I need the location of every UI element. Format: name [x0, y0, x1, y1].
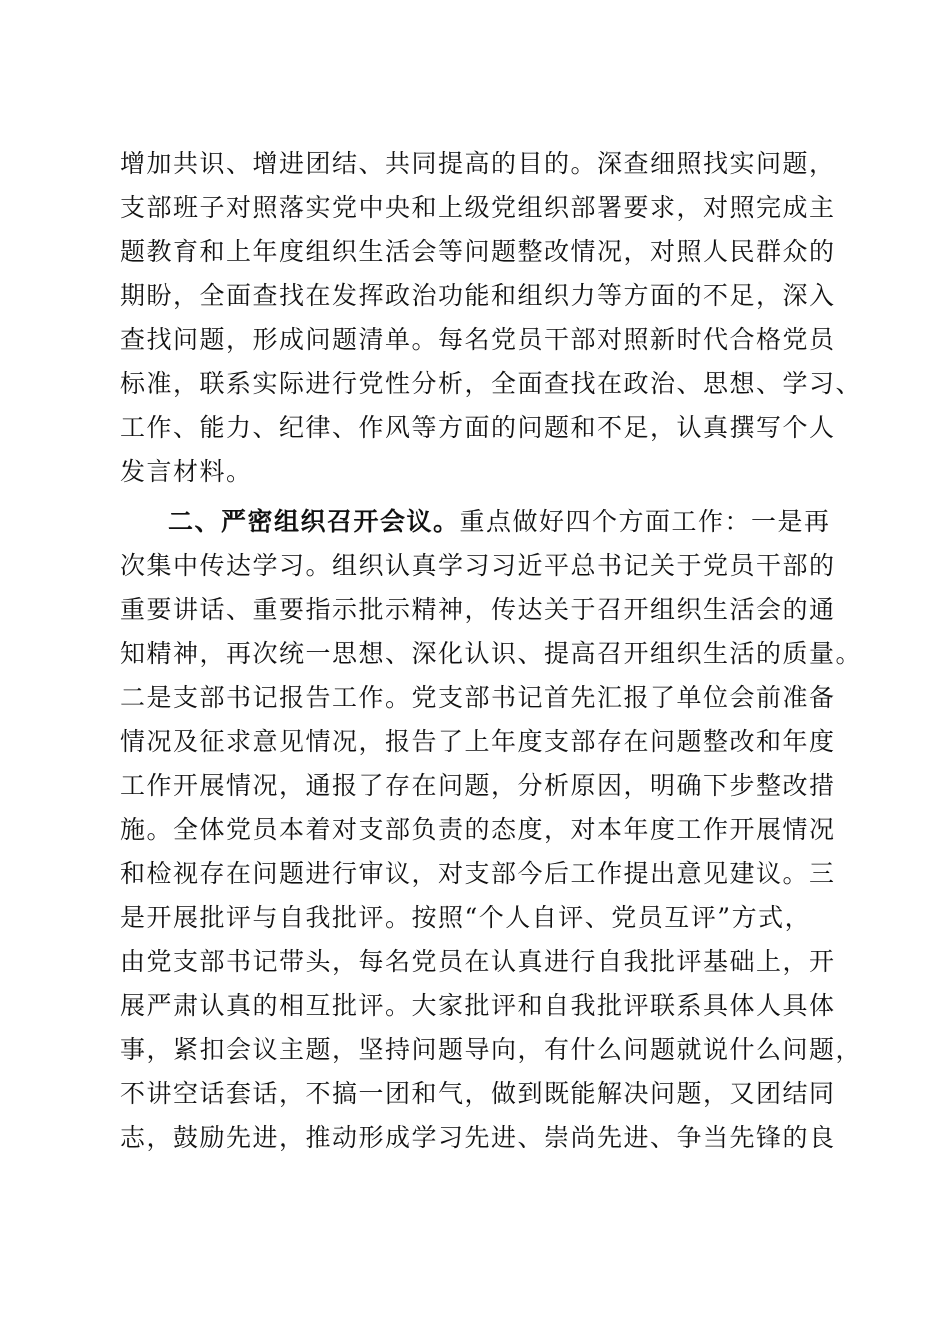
paragraph-line: 情况及征求意见情况，报告了上年度支部存在问题整改和年度 [120, 727, 836, 756]
paragraph-line: 期盼，全面查找在发挥政治功能和组织力等方面的不足，深入 [120, 281, 836, 310]
paragraph-line: 发言材料。 [120, 457, 253, 486]
paragraph-line: 事，紧扣会议主题，坚持问题导向，有什么问题就说什么问题， [120, 1035, 863, 1064]
paragraph-line: 次集中传达学习。组织认真学习习近平总书记关于党员干部的 [120, 551, 836, 580]
paragraph-line: 志，鼓励先进，推动形成学习先进、崇尚先进、争当先锋的良 [120, 1123, 836, 1152]
paragraph-line: 工作、能力、纪律、作风等方面的问题和不足，认真撰写个人 [120, 413, 836, 442]
paragraph-line: 施。全体党员本着对支部负责的态度，对本年度工作开展情况 [120, 815, 836, 844]
section-heading: 二、严密组织召开会议。 [168, 507, 460, 536]
paragraph-line: 增加共识、增进团结、共同提高的目的。深查细照找实问题， [120, 149, 836, 178]
paragraph-line: 展严肃认真的相互批评。大家批评和自我批评联系具体人具体 [120, 991, 836, 1020]
paragraph-line: 知精神，再次统一思想、深化认识、提高召开组织生活的质量。 [120, 639, 863, 668]
section-heading-line [168, 500, 840, 544]
paragraph-line: 是开展批评与自我批评。按照“个人自评、党员互评”方式， [120, 903, 812, 932]
paragraph-line: 支部班子对照落实党中央和上级党组织部署要求，对照完成主 [120, 193, 836, 222]
paragraph-line: 和检视存在问题进行审议，对支部今后工作提出意见建议。三 [120, 859, 836, 888]
paragraph-line: 重要讲话、重要指示批示精神，传达关于召开组织生活会的通 [120, 595, 836, 624]
paragraph-line: 查找问题，形成问题清单。每名党员干部对照新时代合格党员 [120, 325, 836, 354]
paragraph-line: 题教育和上年度组织生活会等问题整改情况，对照人民群众的 [120, 237, 836, 266]
paragraph-line: 标准，联系实际进行党性分析，全面查找在政治、思想、学习、 [120, 369, 863, 398]
paragraph-line: 二是支部书记报告工作。党支部书记首先汇报了单位会前准备 [120, 683, 836, 712]
paragraph-line: 不讲空话套话，不搞一团和气，做到既能解决问题，又团结同 [120, 1079, 836, 1108]
section-heading-rest: 重点做好四个方面工作：一是再 [459, 507, 831, 536]
paragraph-line: 由党支部书记带头，每名党员在认真进行自我批评基础上，开 [120, 947, 836, 976]
paragraph-line: 工作开展情况，通报了存在问题，分析原因，明确下步整改措 [120, 771, 836, 800]
